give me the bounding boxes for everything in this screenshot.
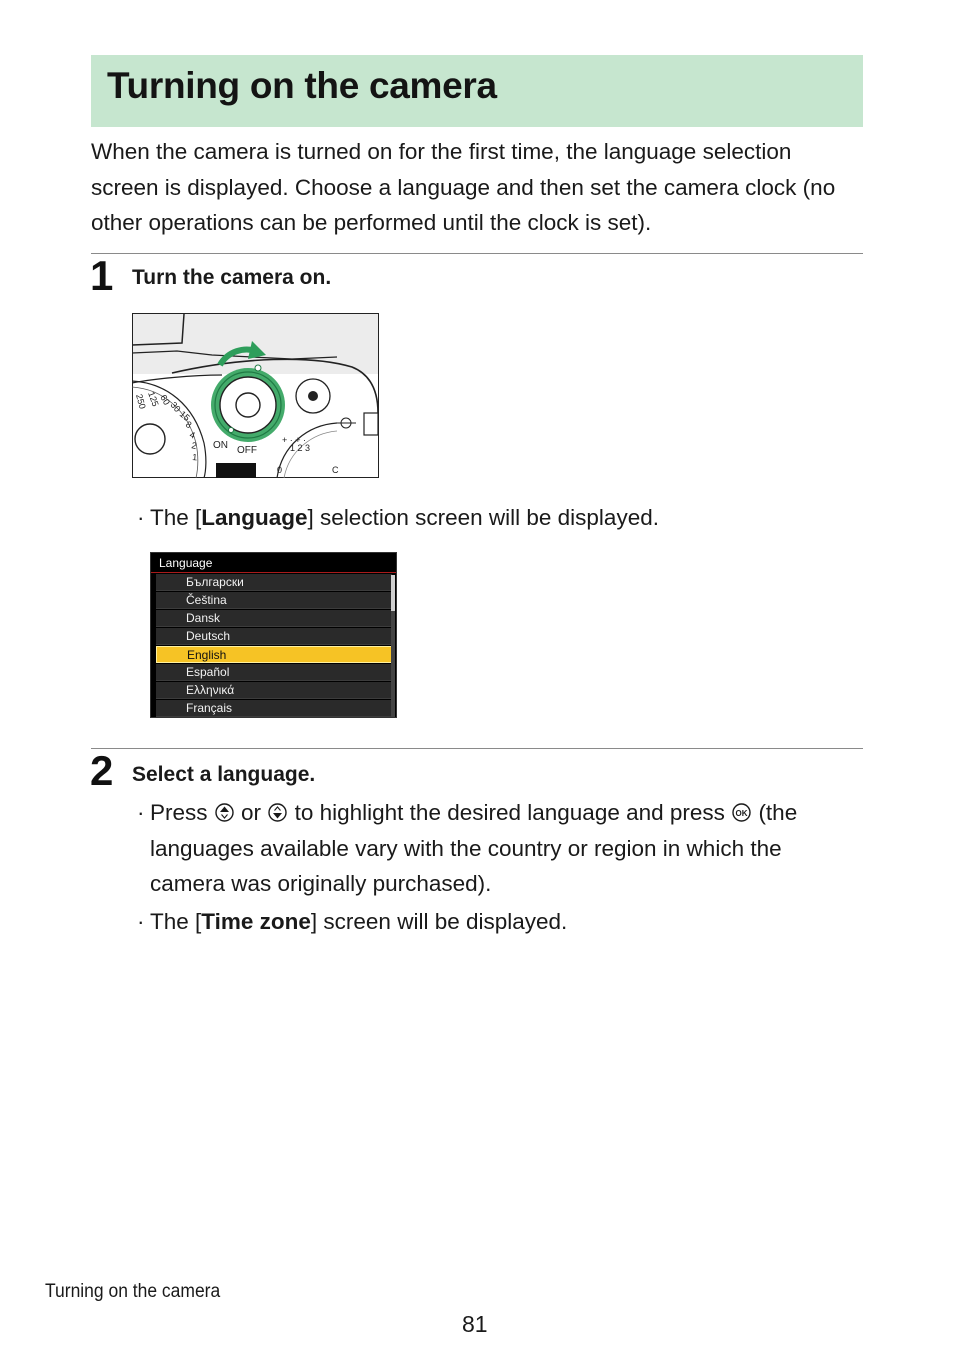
- svg-text:15: 15: [177, 408, 192, 423]
- svg-text:C: C: [332, 465, 339, 475]
- title-band: [91, 55, 863, 127]
- svg-text:0: 0: [277, 465, 283, 475]
- off-label: OFF: [237, 445, 257, 456]
- multi-selector-up-icon: [214, 802, 235, 823]
- step1-number: 1: [90, 252, 114, 299]
- step2-title: Select a language.: [132, 763, 316, 786]
- svg-text:125: 125: [146, 390, 161, 408]
- language-list: [156, 574, 392, 718]
- time-zone-menu-name: Time zone: [201, 909, 311, 934]
- language-item-selected[interactable]: English: [156, 646, 392, 663]
- svg-text:30: 30: [168, 399, 183, 414]
- language-item[interactable]: Български: [156, 574, 392, 591]
- step1-bullet: · The [Language] selection screen will be displayed.: [137, 505, 659, 530]
- footer-section-title: Turning on the camera: [45, 1281, 221, 1302]
- on-label: ON: [213, 440, 228, 451]
- language-item[interactable]: Čeština: [156, 592, 392, 609]
- svg-text:1 2 3: 1 2 3: [290, 443, 311, 453]
- svg-text:60: 60: [158, 393, 172, 407]
- step2-bullet-2: · The [Time zone] screen will be displayed.: [137, 909, 568, 934]
- svg-text:2: 2: [190, 440, 198, 451]
- language-item[interactable]: Français: [156, 700, 392, 717]
- svg-text:8: 8: [184, 419, 194, 431]
- language-item[interactable]: Español: [156, 664, 392, 681]
- step2-bullet-1: · Press or to highlight the desired language and press OK (the languages available vary with the country or region in which the camera was originally purchased).: [137, 800, 798, 896]
- language-item[interactable]: Deutsch: [156, 628, 392, 645]
- svg-text:250: 250: [134, 392, 148, 411]
- svg-text:+ · + ·: + · + ·: [282, 435, 307, 445]
- ok-button-icon: [731, 802, 752, 823]
- svg-text:OK: OK: [735, 809, 748, 818]
- step2-number: 2: [90, 747, 114, 794]
- page-number: 81: [462, 1311, 488, 1337]
- language-menu-name: Language: [201, 505, 308, 530]
- language-item[interactable]: Dansk: [156, 610, 392, 627]
- language-scrollbar-thumb[interactable]: [391, 575, 395, 611]
- language-selection-screen: [150, 552, 397, 718]
- step1-title: Turn the camera on.: [132, 266, 332, 289]
- language-item[interactable]: Ελληνικά: [156, 682, 392, 699]
- svg-text:4: 4: [188, 429, 197, 441]
- camera-power-switch-illustration: [132, 313, 379, 478]
- multi-selector-down-icon: [267, 802, 288, 823]
- language-scrollbar[interactable]: [391, 575, 395, 717]
- step2-divider: [91, 748, 863, 749]
- step1-divider: [91, 253, 863, 254]
- language-screen-header: Language: [151, 553, 396, 573]
- page-title: Turning on the camera: [107, 65, 497, 106]
- svg-text:1: 1: [191, 452, 198, 463]
- intro-paragraph: When the camera is turned on for the first time, the language selection screen is displayed. Choose a language and then set the camera clock (no other operations can be performed until the clock is set).: [91, 139, 836, 235]
